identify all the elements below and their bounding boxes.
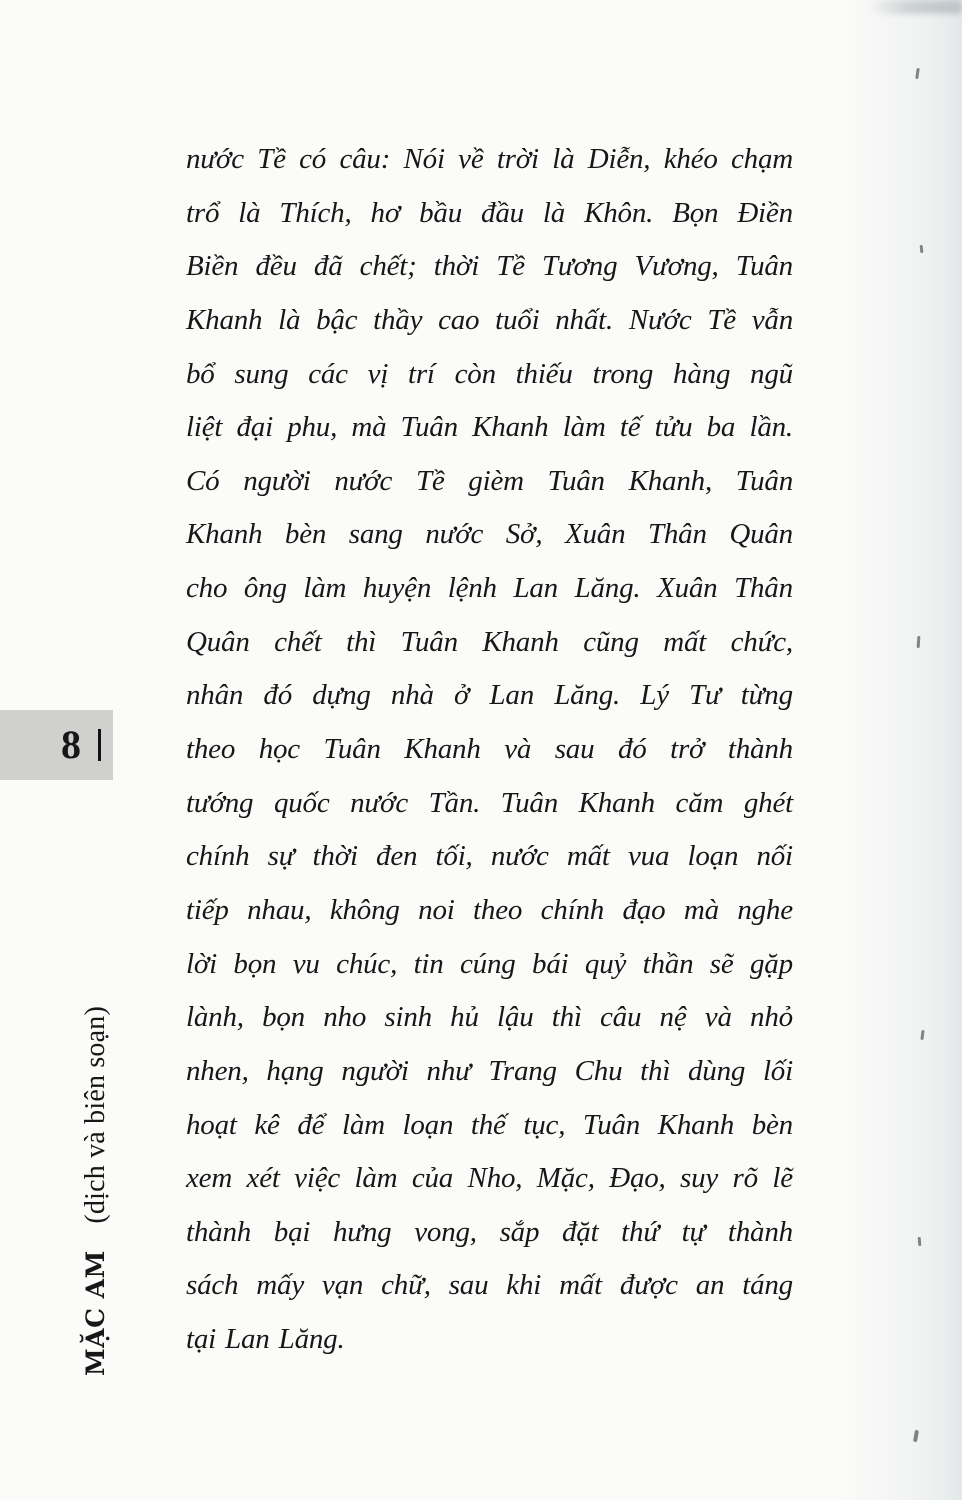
scan-artifact (913, 1430, 919, 1443)
scan-artifact (918, 1237, 922, 1246)
page-number: 8 (61, 722, 81, 767)
text-line: trổ là Thích, hơ bầu đầu là Khôn. Bọn Điền (186, 196, 793, 229)
text-line: tại Lan Lăng. (186, 1323, 345, 1356)
text-line: Khanh bèn sang nước Sở, Xuân Thân Quân (186, 518, 793, 551)
text-line: nhen, hạng người như Trang Chu thì dùng lối (186, 1054, 793, 1087)
text-line: bổ sung các vị trí còn thiếu trong hàng ngũ (186, 357, 793, 390)
page-number-divider (98, 729, 101, 761)
text-line: liệt đại phu, mà Tuân Khanh làm tế tửu ba lần. (186, 411, 793, 444)
text-line: chính sự thời đen tối, nước mất vua loạn nối (186, 840, 793, 873)
text-line: theo học Tuân Khanh và sau đó trở thành (186, 733, 793, 766)
text-line: lành, bọn nho sinh hủ lậu thì câu nệ và nhỏ (186, 1001, 793, 1034)
scan-artifact (920, 245, 924, 253)
text-line: lời bọn vu chúc, tin cúng bái quỷ thần sẽ gặp (186, 947, 793, 980)
scan-artifact (917, 636, 921, 648)
text-line: tướng quốc nước Tần. Tuân Khanh căm ghét (186, 786, 793, 819)
text-line: Có người nước Tề gièm Tuân Khanh, Tuân (186, 464, 793, 497)
scan-artifact (920, 1030, 924, 1040)
body-text (186, 133, 793, 1367)
text-line: thành bại hưng vong, sắp đặt thứ tự thành (186, 1215, 793, 1248)
author-role: (dịch và biên soạn) (80, 1006, 111, 1224)
scan-artifact (915, 68, 920, 79)
text-line: Quân chết thì Tuân Khanh cũng mất chức, (186, 625, 793, 658)
text-line: Khanh là bậc thầy cao tuổi nhất. Nước Tề vẫn (186, 303, 793, 336)
text-line: cho ông làm huyện lệnh Lan Lăng. Xuân Thân (186, 572, 793, 605)
scan-smudge (868, 0, 962, 14)
text-line: sách mấy vạn chữ, sau khi mất được an táng (186, 1269, 793, 1302)
text-line: tiếp nhau, không noi theo chính đạo mà nghe (186, 893, 793, 926)
book-author-vertical-label (80, 1006, 110, 1376)
text-line: nhân đó dựng nhà ở Lan Lăng. Lý Tư từng (186, 679, 793, 712)
text-line: xem xét việc làm của Nho, Mặc, Đạo, suy rõ lẽ (186, 1162, 793, 1195)
page-number-badge (0, 710, 113, 780)
author-name: MẶC AM (81, 1250, 110, 1376)
text-line: nước Tề có câu: Nói về trời là Diễn, khéo chạm (186, 143, 793, 175)
text-line: Biền đều đã chết; thời Tề Tương Vương, Tuân (186, 250, 793, 283)
text-line: hoạt kê để làm loạn thế tục, Tuân Khanh bèn (186, 1108, 793, 1141)
